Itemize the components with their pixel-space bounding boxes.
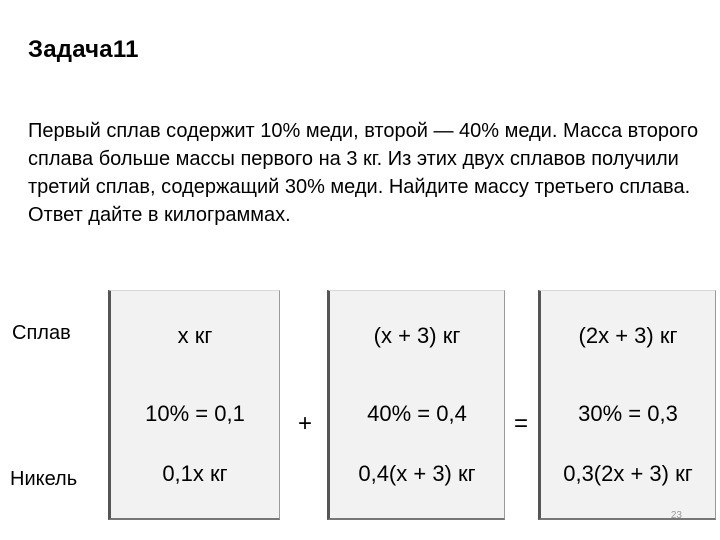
row-label-nickel: Никель: [10, 468, 78, 490]
second-alloy-fraction: 40% = 0,4: [367, 401, 467, 426]
equals-sign: =: [514, 410, 529, 437]
third-alloy-nickel: 0,3(2x + 3) кг: [563, 461, 693, 486]
row-label-alloy: Сплав: [12, 322, 71, 344]
alloy-box-third: [538, 290, 716, 520]
problem-statement: Первый сплав содержит 10% меди, второй — 40% меди. Масса второго сплава больше массы первого на 3 кг. Из этих двух сплавов получили третий сплав, содержащий 30% меди. Найдите массу третьего сплава. Ответ дайте в килограммах.: [28, 120, 699, 226]
page-number: 23: [670, 510, 682, 521]
third-alloy-fraction: 30% = 0,3: [578, 401, 678, 426]
first-alloy-mass: x кг: [177, 323, 213, 348]
alloy-box-first: [108, 290, 280, 520]
third-alloy-mass: (2x + 3) кг: [578, 323, 678, 348]
second-alloy-nickel: 0,4(x + 3) кг: [358, 461, 476, 486]
second-alloy-mass: (x + 3) кг: [373, 323, 461, 348]
plus-sign: +: [298, 410, 313, 437]
first-alloy-nickel: 0,1x кг: [162, 461, 228, 486]
alloy-box-second: [327, 290, 505, 520]
first-alloy-fraction: 10% = 0,1: [145, 401, 245, 426]
slide-title: Задача11: [28, 36, 139, 63]
